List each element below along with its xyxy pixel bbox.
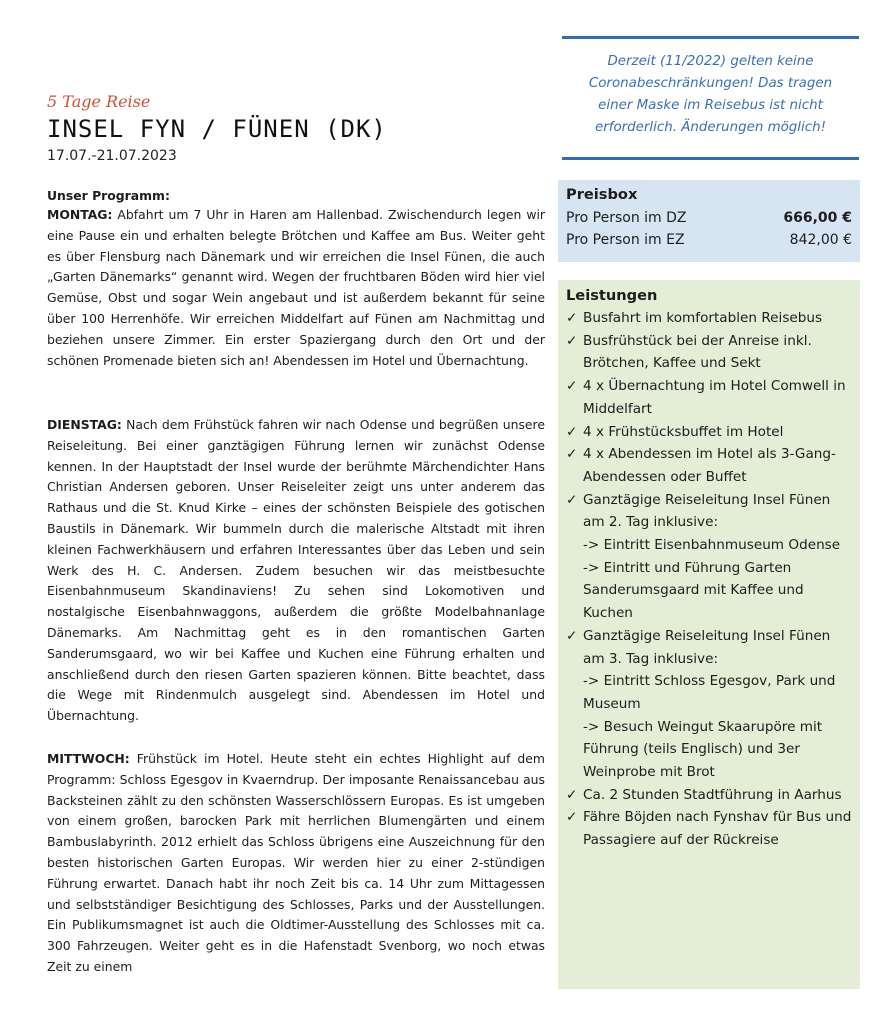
day-paragraph-monday [47, 205, 545, 371]
checkmark-icon: ✓ [566, 809, 578, 826]
price-label: Pro Person im DZ [566, 210, 687, 226]
checkmark-icon: ✓ [566, 446, 578, 463]
notice-text: Derzeit (11/2022) gelten keine Coronabeschränkungen! Das tragen einer Maske im Reisebus ist nicht erforderlich. Änderungen möglich! [588, 54, 833, 135]
trip-duration-tag: 5 Tage Reise [47, 92, 151, 111]
services-list-item [566, 307, 852, 330]
day-label: DIENSTAG: [47, 417, 122, 432]
checkmark-icon: ✓ [566, 310, 578, 326]
program-heading: Unser Programm: [47, 188, 170, 203]
services-item-text: 4 x Frühstücksbuffet im Hotel [583, 423, 784, 440]
services-sub-item: -> Besuch Weingut Skaarupöre mit Führung (teils Englisch) und 3er Weinprobe mit Brot [583, 718, 823, 781]
day-label: MITTWOCH: [47, 751, 130, 766]
services-sub-item: -> Eintritt Eisenbahnmuseum Odense [583, 537, 841, 554]
services-title: Leistungen [566, 287, 658, 304]
day-text: Abfahrt um 7 Uhr in Haren am Hallenbad. Zwischendurch legen wir eine Pause ein und erhalten belegte Brötchen und Kaffee am Bus. Weiter geht es über Flensburg nach Dänemark und wir erreichen die Insel Fünen, die auch „Garten Dänemarks“ genannt wird. Wegen der fruchtbaren Böden wird hier viel Gemüse, Obst und sogar Wein angebaut und ist außerdem bekannt für seine über 100 Herrenhöfe. Wir erreichen Middelfart auf Fünen am Nachmittag und beziehen unsere Zimmer. Ein erster Spaziergang durch den Ort und der schönen Promenade bieten sich an! Abendessen im Hotel und Übernachtung. [47, 207, 545, 368]
services-list-item [566, 625, 852, 670]
services-item-text: Ganztägige Reiseleitung Insel Fünen am 2. Tag inklusive: [583, 491, 831, 531]
services-item-text: Ca. 2 Stunden Stadtführung in Aarhus [583, 786, 842, 803]
services-sub-item: -> Eintritt und Führung Garten Sanderumsgaard mit Kaffee und Kuchen [583, 559, 804, 622]
services-item-text: Fähre Böjden nach Fynshav für Bus und Passagiere auf der Rückreise [583, 809, 852, 849]
price-value: 666,00 € [783, 210, 852, 226]
checkmark-icon: ✓ [566, 491, 578, 508]
services-list-item [566, 806, 852, 851]
day-paragraph-tuesday [47, 415, 545, 727]
checkmark-icon: ✓ [566, 378, 578, 395]
day-text: Nach dem Frühstück fahren wir nach Odense und begrüßen unsere Reiseleitung. Bei einer ganztägigen Führung lernen wir zunächst Odense kennen. In der Hauptstadt der Insel wurde der berühmte Märchendichter Hans Christian Andersen geboren. Unser Reiseleiter zeigt uns unter anderem das Rathaus und die St. Knud Kirke – eines der schönsten Beispiele des gotischen Baustils in Dänemark. Wir bummeln durch die malerische Altstadt mit ihren kleinen Fachwerkhäusern und erfahren Interessantes über das Leben und sein Werk des H. C. Andersen. Zudem besuchen wir das meistbesuchte Eisenbahnmuseum Skandinaviens! Zu sehen sind Lokomotiven und nostalgische Eisenbahnwaggons, außerdem die größte Modelbahnanlage Dänemarks. Am Nachmittag geht es in den romantischen Garten Sanderumsgaard, wo wir bei Kaffee und Kuchen eine Führung erhalten und anschließend durch den riesen Garten spazieren können. Bitte beachtet, dass die Wege mit Rindenmulch ausgelegt sind. Abendessen im Hotel und Übernachtung. [47, 417, 545, 724]
checkmark-icon: ✓ [566, 332, 578, 349]
services-item-text: Busfrühstück bei der Anreise inkl. Brötchen, Kaffee und Sekt [583, 332, 812, 372]
services-list-item [566, 489, 852, 534]
services-item-text: Ganztägige Reiseleitung Insel Fünen am 3. Tag inklusive: [583, 627, 831, 667]
services-list-item [566, 784, 852, 807]
services-box [558, 280, 860, 989]
day-paragraph-wednesday [47, 749, 545, 978]
checkmark-icon: ✓ [566, 423, 578, 440]
day-text: Frühstück im Hotel. Heute steht ein echtes Highlight auf dem Programm: Schloss Egesgov in Kvaerndrup. Der imposante Renaissancebau aus Backsteinen zählt zu den schönsten Wasserschlössern Europas. Es ist umgeben von einem großen, barocken Park mit herrlichen Blumengärten und einem Bambuslabyrinth. 2012 erhielt das Schloss übrigens eine Auszeichnung für den besten historischen Garten Europas. Wir werden hier zu einer 2-stündigen Führung erwartet. Danach habt ihr noch Zeit bis ca. 14 Uhr zum Mittagessen und selbstständiger Besichtigung des Schlosses, Parks und der Ausstellungen. Ein Publikumsmagnet ist auch die Oldtimer-Ausstellung des Schlosses mit ca. 300 Fahrzeugen. Weiter geht es in die Hafenstadt Svenborg, wo noch etwas Zeit zu einem [47, 751, 545, 974]
price-row-ez [566, 229, 852, 251]
page-title: INSEL FYN / FÜNEN (DK) [47, 115, 387, 143]
trip-date: 17.07.-21.07.2023 [47, 148, 177, 164]
checkmark-icon: ✓ [566, 786, 578, 803]
services-item-text: 4 x Abendessen im Hotel als 3-Gang-Abendessen oder Buffet [583, 446, 836, 485]
corona-notice [562, 36, 859, 160]
price-box [558, 180, 860, 262]
services-list-item [566, 421, 852, 444]
services-list-item [566, 330, 852, 375]
price-row-dz [566, 207, 852, 229]
services-item-text: Busfahrt im komfortablen Reisebus [583, 310, 823, 326]
services-list-item [566, 443, 852, 488]
services-list [566, 307, 852, 852]
price-value: 842,00 € [789, 232, 852, 248]
day-label: MONTAG: [47, 207, 113, 222]
services-list-item [566, 375, 852, 420]
price-label: Pro Person im EZ [566, 232, 685, 248]
services-item-text: 4 x Übernachtung im Hotel Comwell in Middelfart [583, 378, 846, 417]
checkmark-icon: ✓ [566, 627, 578, 644]
services-sub-item: -> Eintritt Schloss Egesgov, Park und Museum [583, 673, 836, 712]
price-box-title: Preisbox [566, 186, 638, 203]
